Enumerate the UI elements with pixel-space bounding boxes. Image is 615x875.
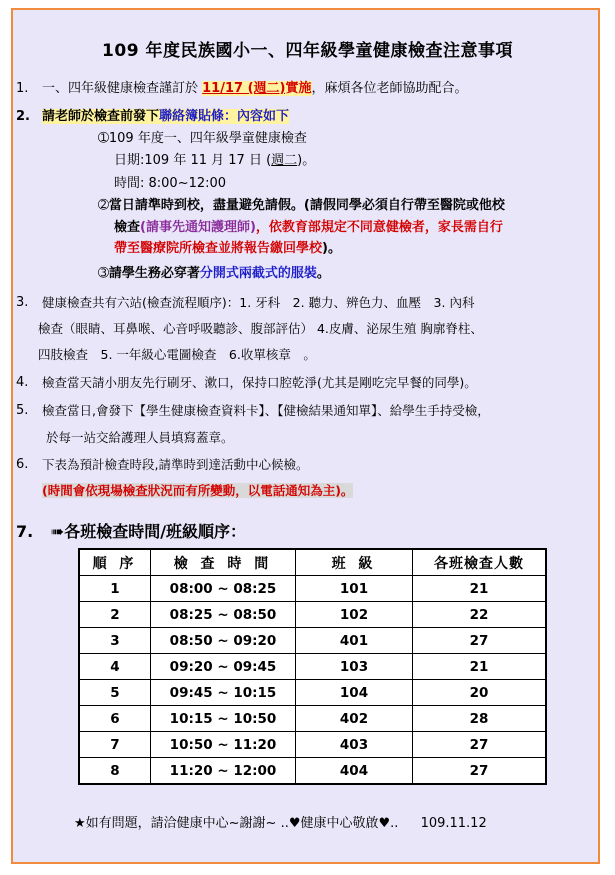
item-1-post: ，麻煩各位老師協助配合。 bbox=[311, 81, 468, 96]
table-row bbox=[79, 680, 546, 706]
cell-order: 1 bbox=[79, 576, 151, 602]
item-2-sub2-pre: 檢查 bbox=[114, 220, 141, 235]
item-1-pre: 一、四年級健康檢查謹訂於 bbox=[42, 81, 203, 96]
table-row bbox=[79, 706, 546, 732]
item-2-sub2-line3-post: )。 bbox=[322, 241, 341, 256]
table-row bbox=[79, 654, 546, 680]
footer-date: 109.11.12 bbox=[420, 816, 487, 831]
cell-class: 101 bbox=[296, 576, 413, 602]
footer bbox=[74, 812, 487, 831]
page-title: 109 年度民族國小一、四年級學童健康檢查注意事項 bbox=[102, 41, 513, 61]
item-5-line1: 檢查當日,會發下【學生健康檢查資料卡】、【健檢結果通知單】、給學生手持受檢， bbox=[42, 403, 490, 418]
arrow-icon: ➠ bbox=[50, 522, 65, 541]
item-4-text: 檢查當天請小朋友先行刷牙、漱口，保持口腔乾淨(尤其是剛吃完早餐的同學)。 bbox=[42, 375, 477, 390]
item-2-lead-blue: 聯絡簿貼條：內容如下 bbox=[159, 109, 290, 124]
cell-count: 27 bbox=[413, 758, 547, 785]
footer-text: ★如有問題，請洽健康中心~謝謝~ ..♥健康中心敬啟♥.. bbox=[74, 816, 399, 831]
item-3-line3: 四肢檢查 5. 一年級心電圖檢查 6.收單核章 。 bbox=[38, 347, 316, 362]
item-3-line1: 健康檢查共有六站(檢查流程順序)：1. 牙科 2. 聽力、辨色力、血壓 3. 內科 bbox=[42, 295, 475, 310]
cell-time: 09:20 ~ 09:45 bbox=[151, 654, 296, 680]
cell-count: 20 bbox=[413, 680, 547, 706]
table-header-row bbox=[79, 549, 546, 576]
item-2-sub2-purple: (請事先通知護理師) bbox=[140, 220, 256, 235]
cell-order: 8 bbox=[79, 758, 151, 785]
item-2-sub3 bbox=[98, 265, 330, 283]
item-2-sub1-day: 週二 bbox=[271, 153, 298, 168]
cell-class: 102 bbox=[296, 602, 413, 628]
item-4-number: 4. bbox=[16, 375, 29, 390]
section-7-title: 各班檢查時間/班級順序： bbox=[64, 522, 247, 541]
item-3-line2: 檢查（眼睛、耳鼻喉、心音呼吸聽診、腹部評估） 4.皮膚、泌尿生殖 胸廓脊柱、 bbox=[38, 321, 483, 336]
cell-time: 11:20 ~ 12:00 bbox=[151, 758, 296, 785]
section-7-heading bbox=[16, 519, 246, 542]
item-1-number: 1. bbox=[16, 81, 29, 96]
cell-count: 27 bbox=[413, 628, 547, 654]
item-2-sub1-line3: 時間: 8:00~12:00 bbox=[114, 176, 227, 191]
item-2-sub2-line3-red: 帶至醫療院所檢查並將報告繳回學校 bbox=[114, 241, 323, 256]
cell-time: 10:50 ~ 11:20 bbox=[151, 732, 296, 758]
item-6-number: 6. bbox=[16, 457, 29, 472]
item-6-line1: 下表為預計檢查時段,請準時到達活動中心候檢。 bbox=[42, 457, 309, 472]
cell-class: 403 bbox=[296, 732, 413, 758]
header-class: 班 級 bbox=[296, 549, 413, 576]
item-2-sub2-line3 bbox=[114, 240, 341, 258]
item-6-line2-text: (時間會依現場檢查狀況而有所變動，以電話通知為主)。 bbox=[42, 483, 354, 498]
cell-time: 08:00 ~ 08:25 bbox=[151, 576, 296, 602]
schedule-table bbox=[78, 548, 547, 785]
cell-count: 21 bbox=[413, 576, 547, 602]
item-2-sub2-line1: ➁當日請準時到校，盡量避免請假。(請假同學必須自行帶至醫院或他校 bbox=[98, 198, 505, 213]
cell-class: 404 bbox=[296, 758, 413, 785]
cell-time: 09:45 ~ 10:15 bbox=[151, 680, 296, 706]
cell-time: 08:25 ~ 08:50 bbox=[151, 602, 296, 628]
cell-time: 08:50 ~ 09:20 bbox=[151, 628, 296, 654]
cell-order: 6 bbox=[79, 706, 151, 732]
cell-count: 22 bbox=[413, 602, 547, 628]
table-row bbox=[79, 602, 546, 628]
cell-order: 5 bbox=[79, 680, 151, 706]
item-2-sub1-date-pre: 日期:109 年 11 月 17 日 ( bbox=[114, 153, 272, 168]
header-count: 各班檢查人數 bbox=[413, 549, 547, 576]
item-2-sub3-pre: ➂請學生務必穿著 bbox=[98, 266, 200, 281]
cell-count: 21 bbox=[413, 654, 547, 680]
item-2-sub1-line1: ➀109 年度一、四年級學童健康檢查 bbox=[98, 131, 307, 146]
table-row bbox=[79, 732, 546, 758]
item-2-number: 2. bbox=[16, 109, 30, 124]
header-order: 順 序 bbox=[79, 549, 151, 576]
item-1-date: 11/17 (週二) bbox=[202, 81, 286, 96]
section-7-number: 7. bbox=[16, 522, 34, 541]
cell-order: 4 bbox=[79, 654, 151, 680]
cell-class: 402 bbox=[296, 706, 413, 732]
cell-class: 401 bbox=[296, 628, 413, 654]
item-6-line2 bbox=[42, 482, 353, 500]
cell-order: 7 bbox=[79, 732, 151, 758]
item-2-lead-text: 請老師於檢查前發下 bbox=[42, 109, 160, 124]
cell-count: 28 bbox=[413, 706, 547, 732]
item-2-sub2-line2 bbox=[114, 219, 503, 237]
item-2-lead bbox=[42, 108, 289, 126]
table-row bbox=[79, 576, 546, 602]
table-row bbox=[79, 628, 546, 654]
item-2-sub1-date-post: )。 bbox=[297, 153, 316, 168]
cell-time: 10:15 ~ 10:50 bbox=[151, 706, 296, 732]
cell-class: 104 bbox=[296, 680, 413, 706]
table-row bbox=[79, 758, 546, 785]
item-2-sub3-blue: 分開式兩截式的服裝 bbox=[199, 266, 317, 281]
item-2-sub2-red: ，依教育部規定不同意健檢者，家長需自行 bbox=[255, 220, 503, 235]
item-2-sub1-line2 bbox=[114, 152, 315, 170]
header-time: 檢 查 時 間 bbox=[151, 549, 296, 576]
cell-order: 2 bbox=[79, 602, 151, 628]
item-2-sub3-post: 。 bbox=[316, 266, 330, 281]
item-1-impl: 實施 bbox=[285, 81, 312, 96]
item-5-line2: 於每一站交給護理人員填寫蓋章。 bbox=[46, 430, 234, 445]
cell-class: 103 bbox=[296, 654, 413, 680]
cell-order: 3 bbox=[79, 628, 151, 654]
item-3-number: 3. bbox=[16, 295, 29, 310]
item-1 bbox=[42, 80, 468, 98]
cell-count: 27 bbox=[413, 732, 547, 758]
item-5-number: 5. bbox=[16, 403, 29, 418]
